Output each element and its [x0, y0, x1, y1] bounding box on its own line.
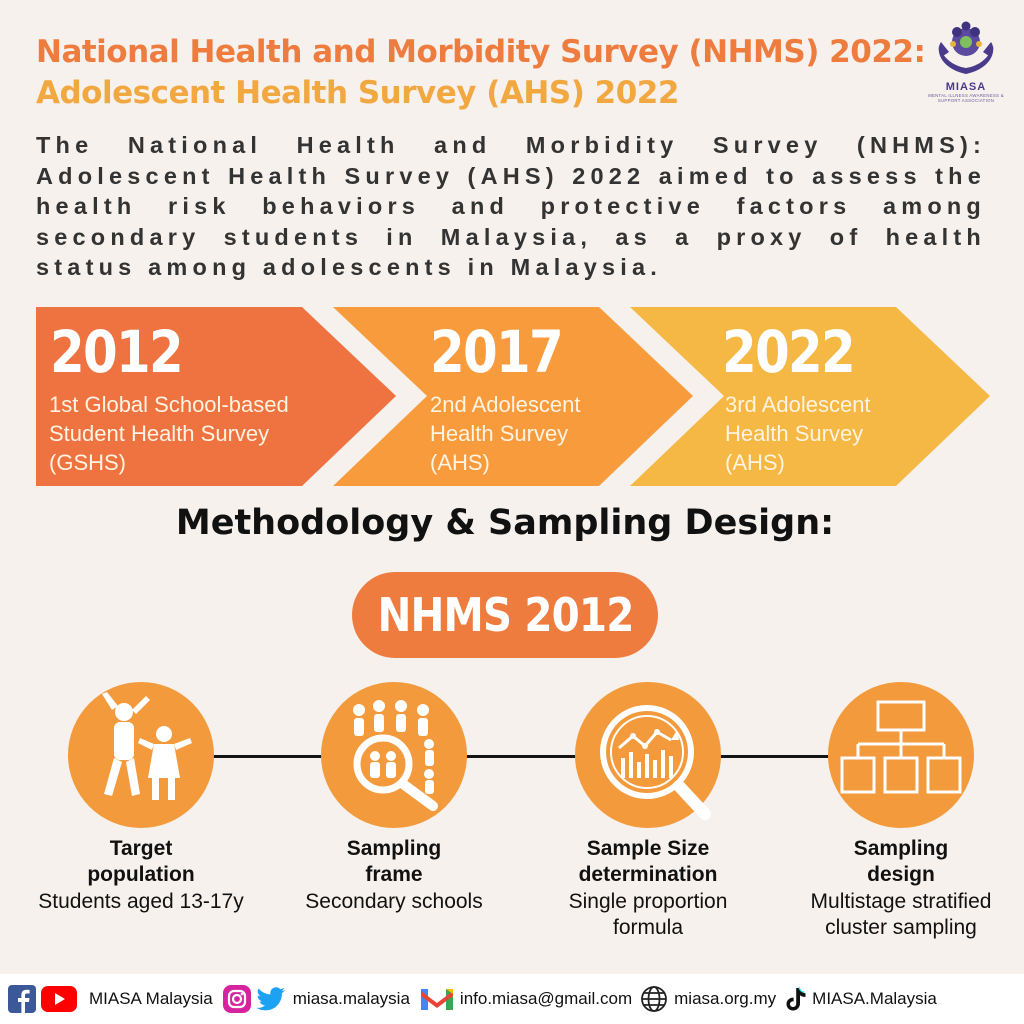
tiktok-icon[interactable] [784, 985, 808, 1013]
facebook-icon[interactable] [8, 985, 36, 1013]
step-description: Multistage stratified cluster sampling [810, 890, 992, 939]
gmail-icon[interactable] [420, 986, 454, 1012]
intro-paragraph: The National Health and Morbidity Survey (NHMS): Adolescent Health Survey (AHS) 2022 aimed to assess the health risk behaviors and protective factors among secondary students in Malaysia, as a proxy of health status among adolescents in Malaysia. [36, 132, 986, 280]
page-title: National Health and Morbidity Survey (NHMS) 2022: [36, 34, 926, 70]
step-circle [321, 682, 467, 828]
step-circle [68, 682, 214, 828]
people-magnifier-icon [321, 682, 467, 828]
survey-badge: NHMS 2012 [352, 572, 658, 658]
children-jumping-icon [68, 682, 214, 828]
hierarchy-icon [828, 682, 974, 828]
logo-subtitle: MENTAL ILLNESS AWARENESS & SUPPORT ASSOCIATION [928, 93, 1004, 103]
social-footer [0, 974, 1024, 1024]
youtube-icon[interactable] [41, 986, 77, 1012]
page-subtitle: Adolescent Health Survey (AHS) 2022 [36, 75, 679, 111]
globe-icon[interactable] [640, 985, 668, 1013]
timeline-description: 2nd Adolescent Health Survey (AHS) [430, 392, 581, 475]
step-description: Secondary schools [305, 890, 483, 913]
step-title: Target population [87, 837, 195, 886]
step-circle [828, 682, 974, 828]
step-title: Sampling frame [346, 837, 442, 886]
instagram-icon[interactable] [223, 985, 251, 1013]
website-url[interactable]: miasa.org.my [674, 989, 777, 1008]
timeline-year: 2022 [722, 318, 854, 386]
methodology-heading: Methodology & Sampling Design: [175, 503, 835, 543]
tiktok-handle[interactable]: MIASA.Malaysia [812, 989, 937, 1008]
step-description: Single proportion formula [568, 890, 728, 939]
facebook-youtube-handle[interactable]: MIASA Malaysia [89, 989, 213, 1008]
timeline-year: 2012 [50, 318, 182, 386]
twitter-icon[interactable] [255, 985, 287, 1013]
step-circle [575, 682, 721, 828]
chart-magnifier-icon [575, 682, 721, 828]
instagram-twitter-handle[interactable]: miasa.malaysia [292, 989, 410, 1008]
timeline-description: 3rd Adolescent Health Survey (AHS) [725, 392, 871, 475]
step-description: Students aged 13-17y [38, 890, 244, 913]
step-title: Sampling design [853, 837, 949, 886]
steps-connector [140, 755, 902, 758]
step-title: Sample Size determination [578, 837, 718, 886]
email-address[interactable]: info.miasa@gmail.com [459, 989, 633, 1008]
timeline-description: 1st Global School-based Student Health Survey (GSHS) [49, 392, 289, 475]
timeline-year: 2017 [430, 318, 562, 386]
logo-name: MIASA [945, 81, 987, 93]
